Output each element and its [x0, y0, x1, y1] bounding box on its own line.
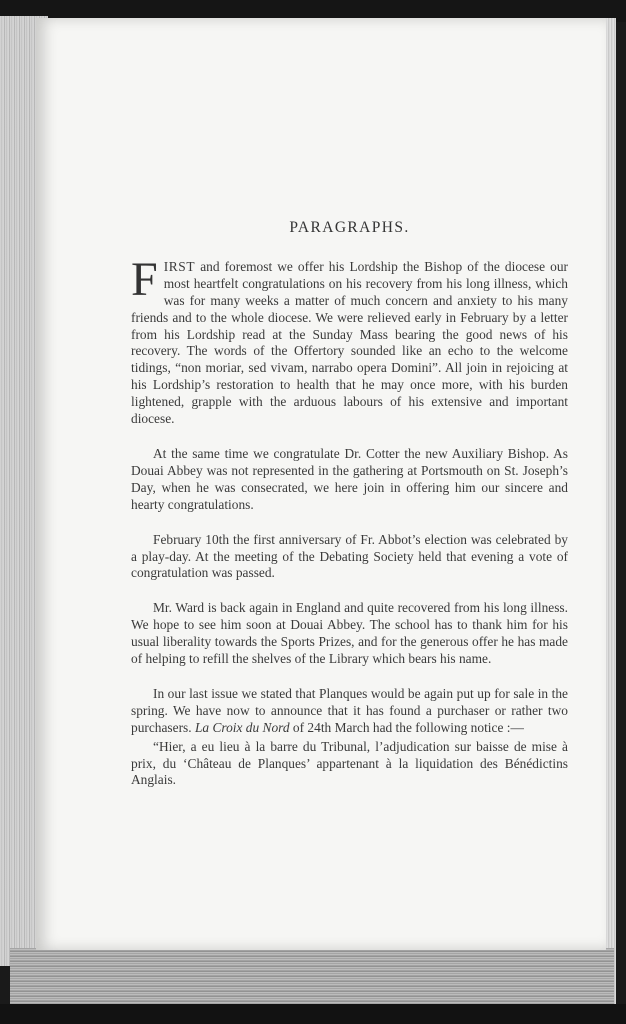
page-content: [131, 220, 568, 789]
paragraph-5: [131, 686, 568, 737]
french-quote: “Hier, a eu lieu à la barre du Tribunal, l’adjudication sur baisse de mise à prix, du ‘Château de Planques’ appartenant à la liquidation des Bénédictins Anglais.: [131, 738, 568, 788]
paragraph-2: At the same time we congratulate Dr. Cotter the new Auxiliary Bishop. As Douai Abbey was not represented in the gathering at Portsmouth on St. Joseph’s Day, when he was consecrated, we here join in offering him our sincere and hearty congratulations.: [131, 445, 568, 512]
paragraph-1: [131, 252, 568, 428]
paragraph-3: February 10th the first anniversary of Fr. Abbot’s election was celebrated by a play-day. At the meeting of the Debating Society held that evening a vote of congratulation was passed.: [131, 531, 568, 581]
page-title: PARAGRAPHS.: [289, 219, 410, 236]
drop-cap: F: [131, 252, 158, 306]
page-stack-bottom-edge: [10, 948, 614, 1004]
paragraph-5-before: In our last issue we stated that Planques would be again put up for sale in the spring. We have now to announce that it has found a purchaser or rather two purchasers.: [131, 685, 568, 735]
paragraph-1-text: and foremost we offer his Lordship the Bishop of the diocese our most heartfelt congratulations on his recovery from his long illness, which was for many weeks a matter of much concern and anxiety to his many friends and to the whole diocese. We were relieved early in February by a letter from his Lordship read at the Sunday Mass bearing the good news of his recovery. The words of the Offertory sounded like an echo to the welcome tidings, “non moriar, sed vivam, narrabo opera Domini”. All join in rejoicing at his Lordship’s restoration to health that he may once more, with his burden lightened, grapple with the arduous labours of his extensive and important diocese.: [131, 258, 568, 427]
paragraph-4: Mr. Ward is back again in England and quite recovered from his long illness. We hope to see him soon at Douai Abbey. The school has to thank him for his usual liberality towards the Sports Prizes, and for the generous offer he has made of helping to refill the shelves of the Library which bears his name.: [131, 600, 568, 667]
newspaper-title: La Croix du Nord: [194, 719, 290, 735]
paragraph-1-lead: IRST: [163, 258, 196, 274]
scan-border-bottom: [0, 1004, 626, 1024]
paragraph-5-after: of 24th March had the following notice :—: [289, 719, 524, 735]
